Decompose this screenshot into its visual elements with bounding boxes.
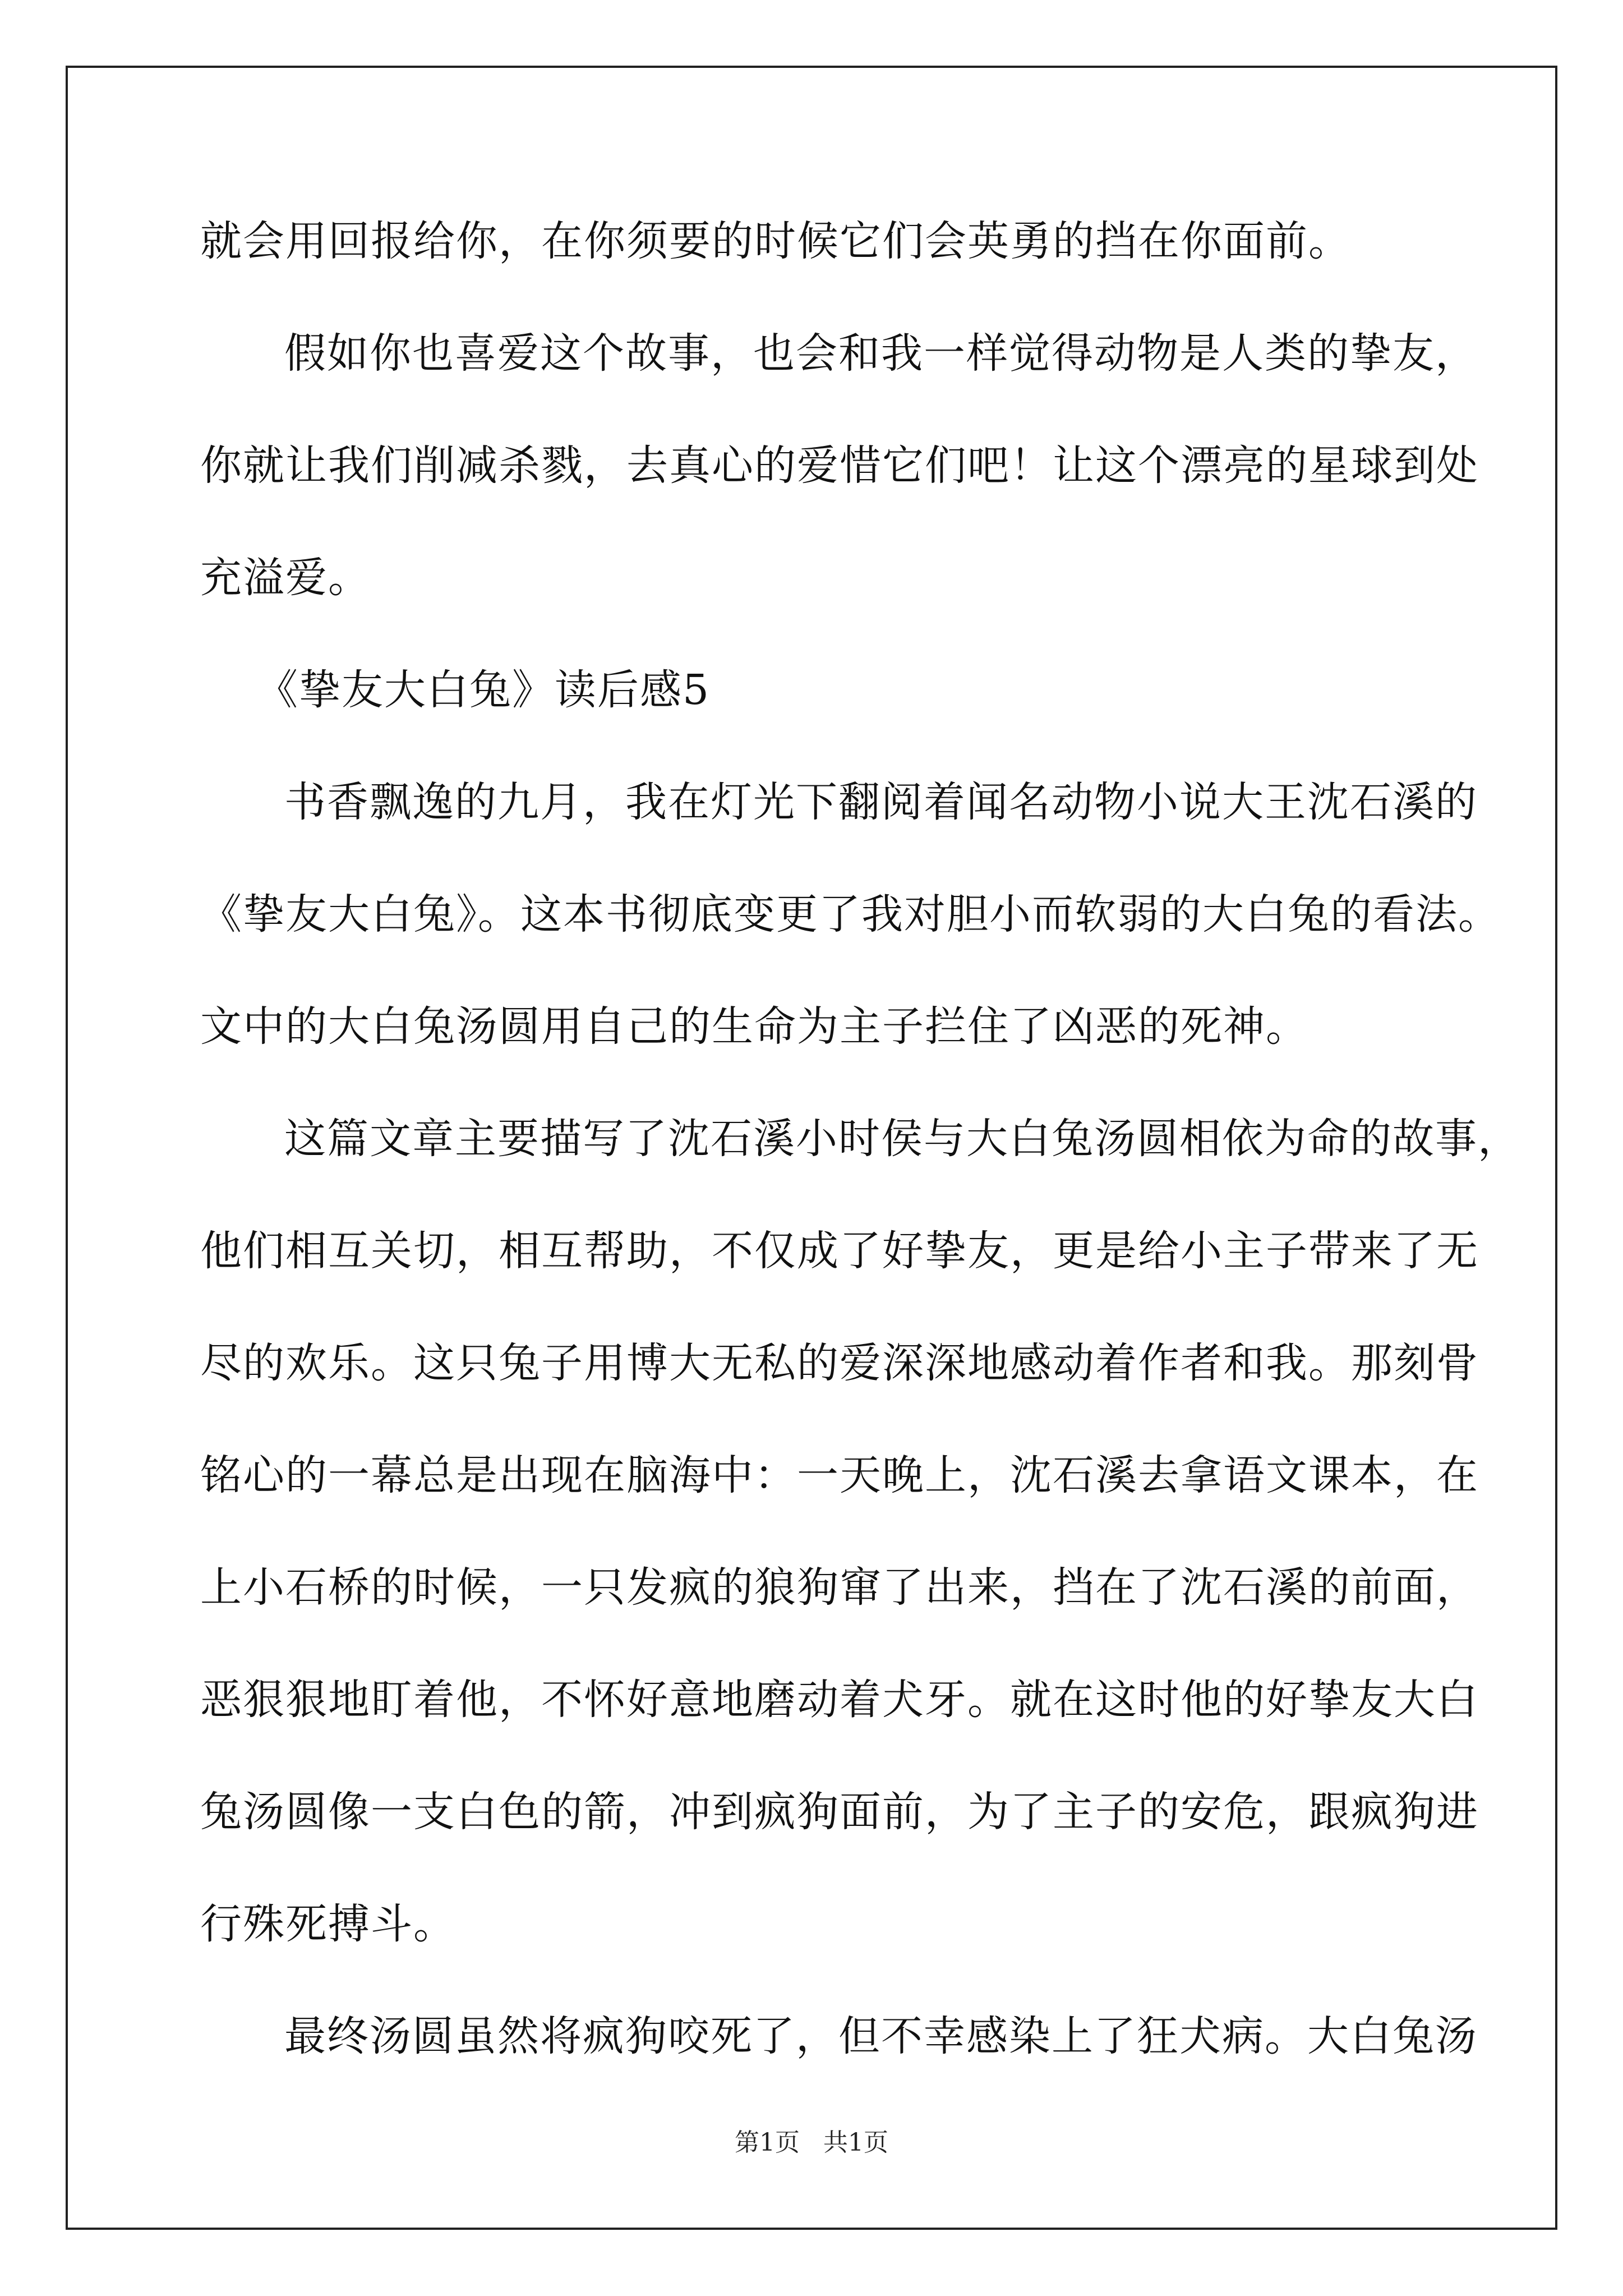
text-line: 充溢爱。 [200,554,371,602]
text-line: 恶狠狠地盯着他，不怀好意地磨动着犬牙。就在这时他的好挚友大白 [200,1676,1479,1724]
text-line: 文中的大白兔汤圆用自己的生命为主子拦住了凶恶的死神。 [200,1002,1308,1051]
page-number: 第1页 [735,2128,800,2157]
text-line: 《挚友大白兔》。这本书彻底变更了我对胆小而软弱的大白兔的看法。 [200,890,1501,938]
text-line: 你就让我们削减杀戮，去真心的爱惜它们吧！让这个漂亮的星球到处 [200,441,1479,490]
text-line: 上小石桥的时候，一只发疯的狼狗窜了出来，挡在了沈石溪的前面， [200,1563,1479,1612]
page-total: 共1页 [823,2128,888,2157]
text-line: 兔汤圆像一支白色的箭，冲到疯狗面前，为了主子的安危，跟疯狗进 [200,1788,1479,1836]
text-line: 就会用回报给你，在你须要的时候它们会英勇的挡在你面前。 [200,217,1351,265]
section-heading: 《挚友大白兔》读后感5 [256,666,711,714]
paragraph-first-line: 书香飘逸的九月，我在灯光下翻阅着闻名动物小说大王沈石溪的 [284,778,1478,826]
page-footer [0,2126,1623,2160]
text-line: 行殊死搏斗。 [200,1900,456,1948]
paragraph-first-line: 假如你也喜爱这个故事，也会和我一样觉得动物是人类的挚友， [284,329,1478,378]
paragraph-first-line: 最终汤圆虽然将疯狗咬死了，但不幸感染上了狂犬病。大白兔汤 [284,2012,1478,2060]
text-line: 铭心的一幕总是出现在脑海中：一天晚上，沈石溪去拿语文课本，在 [200,1451,1479,1499]
text-line: 尽的欢乐。这只兔子用博大无私的爱深深地感动着作者和我。那刻骨 [200,1339,1479,1387]
paragraph-first-line: 这篇文章主要描写了沈石溪小时侯与大白兔汤圆相依为命的故事， [284,1115,1520,1163]
text-line: 他们相互关切，相互帮助，不仅成了好挚友，更是给小主子带来了无 [200,1227,1479,1275]
